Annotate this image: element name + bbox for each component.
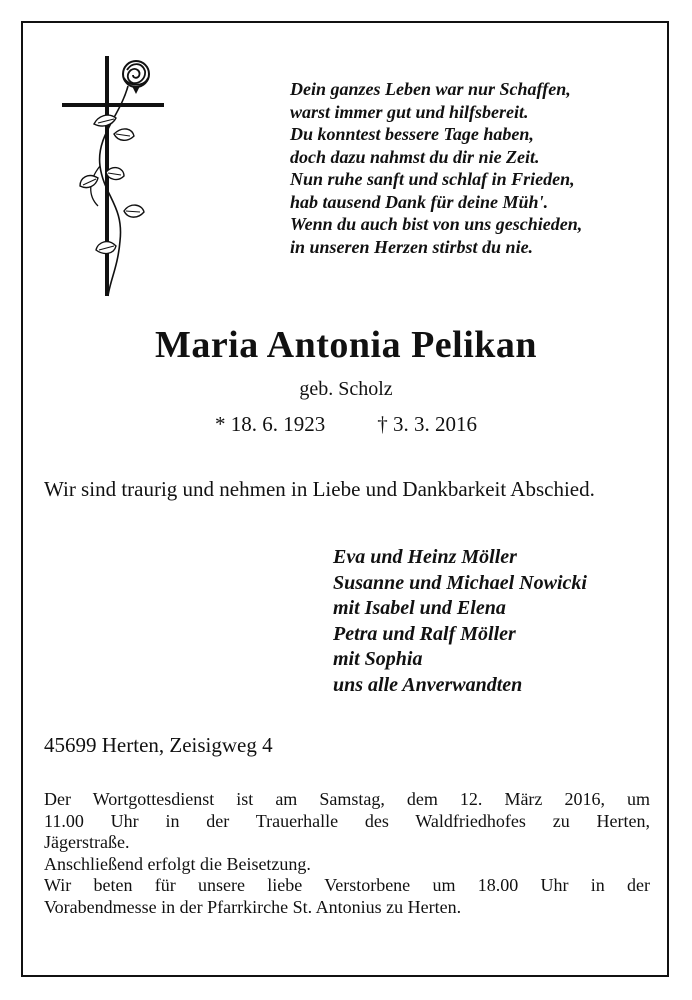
poem [290, 78, 582, 258]
poem-line: warst immer gut und hilfsbereit. [290, 101, 529, 122]
service-line: 11.00 Uhr in der Trauerhalle des Waldfriedhofes zu Herten, [44, 810, 650, 831]
mourners-list [333, 545, 587, 698]
life-dates [0, 412, 692, 437]
family-address: 45699 Herten, Zeisigweg 4 [44, 733, 273, 757]
deceased-name: Maria Antonia Pelikan [154, 324, 538, 366]
service-line: Jägerstraße. [44, 832, 130, 852]
poem-line: Du konntest bessere Tage haben, [290, 124, 534, 144]
service-line: Der Wortgottesdienst ist am Samstag, dem 12. März 2016, um [44, 789, 650, 809]
maiden-name: geb. Scholz [299, 378, 393, 400]
poem-line: Wenn du auch bist von uns geschieden, [290, 214, 583, 234]
poem-line: doch dazu nahmst du dir nie Zeit. [290, 146, 540, 167]
birth-date: * 18. 6. 1923 [215, 412, 326, 436]
mourner: Eva und Heinz Möller [333, 546, 517, 568]
mourner: mit Isabel und Elena [333, 597, 506, 619]
poem-line: in unseren Herzen stirbst du nie. [290, 236, 534, 257]
mourner: Susanne und Michael Nowicki [333, 571, 587, 594]
service-line: Vorabendmesse in der Pfarrkirche St. Antonius zu Herten. [44, 896, 462, 917]
mourning-statement: Wir sind traurig und nehmen in Liebe und Dankbarkeit Abschied. [44, 477, 595, 501]
service-line: Wir beten für unsere liebe Verstorbene um 18.00 Uhr in der [44, 875, 650, 895]
cross-with-rose-icon [58, 56, 168, 301]
poem-line: Nun ruhe sanft und schlaf in Frieden, [290, 169, 575, 189]
death-date: † 3. 3. 2016 [377, 412, 477, 436]
service-line: Anschließend erfolgt die Beisetzung. [44, 853, 311, 874]
mourner: mit Sophia [333, 648, 423, 670]
poem-line: hab tausend Dank für deine Müh'. [290, 191, 549, 212]
poem-line: Dein ganzes Leben war nur Schaffen, [290, 79, 571, 99]
service-information [44, 789, 650, 918]
mourner: uns alle Anverwandten [333, 673, 523, 696]
mourner: Petra und Ralf Möller [333, 622, 516, 645]
